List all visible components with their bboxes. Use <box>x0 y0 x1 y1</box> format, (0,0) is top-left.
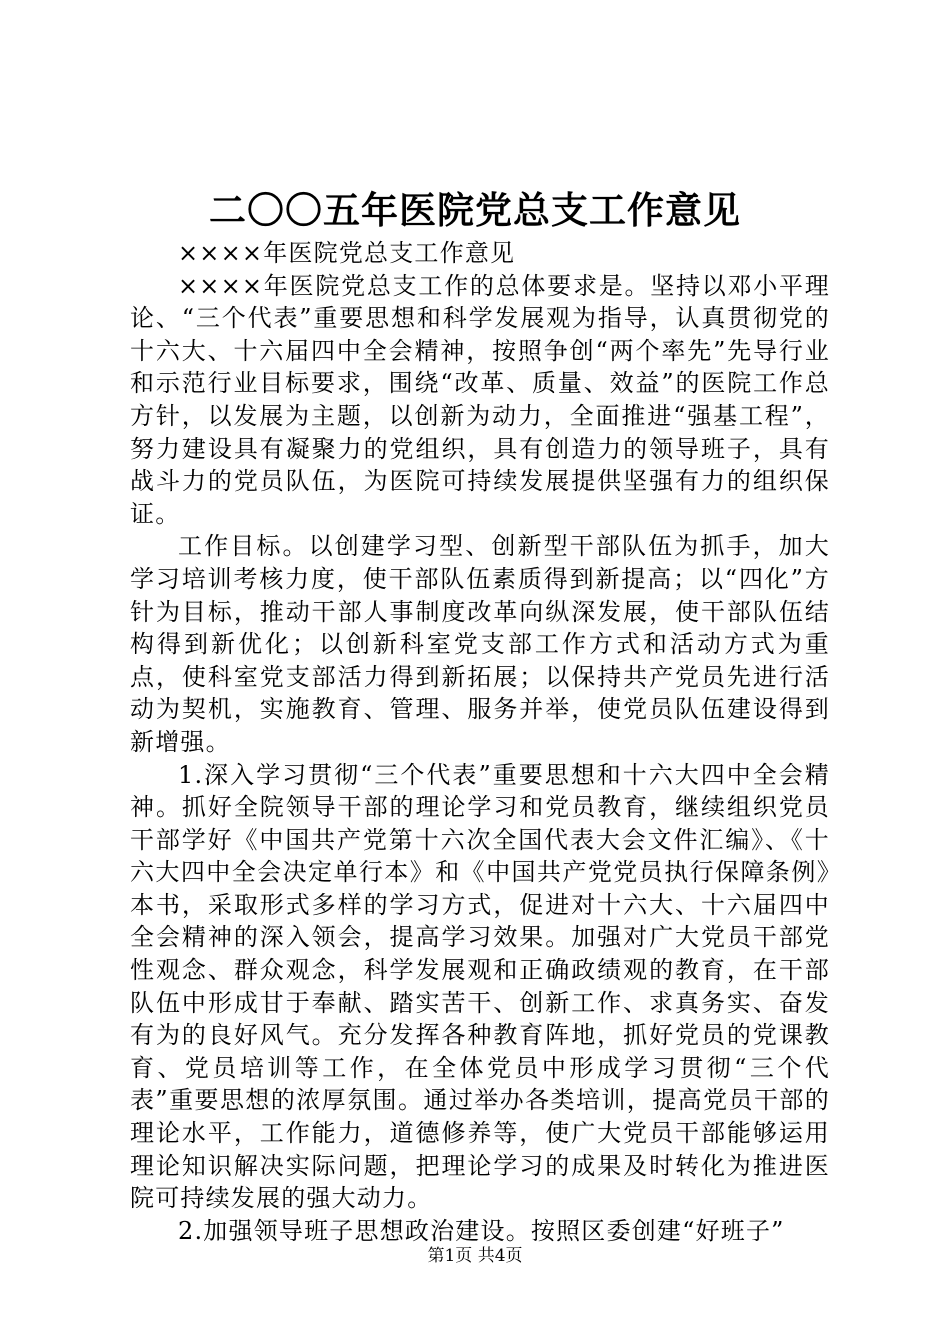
paragraph-subtitle: ××××年医院党总支工作意见 <box>178 239 516 267</box>
document-body <box>130 237 830 1247</box>
paragraph-work-goals: 工作目标。以创建学习型、创新型干部队伍为抓手，加大学习培训考核力度，使干部队伍素质得到新提高；以“四化”方针为目标，推动干部人事制度改革向纵深发展，使干部队伍结构得到新优化；以创新科室党支部工作方式和活动方式为重点，使科室党支部活力得到新拓展；以保持共产党员先进行活动为契机，实施教育、管理、服务并举，使党员队伍建设得到新增强。 <box>130 532 830 756</box>
paragraph-item-1: 1.深入学习贯彻“三个代表”重要思想和十六大四中全会精神。抓好全院领导干部的理论学习和党员教育，继续组织党员干部学好《中国共产党第十六次全国代表大会文件汇编》、《十六大四中全会决定单行本》和《中国共产党党员执行保障条例》本书，采取形式多样的学习方式，促进对十六大、十六届四中全会精神的深入领会，提高学习效果。加强对广大党员干部党性观念、群众观念，科学发展观和正确政绩观的教育，在干部队伍中形成甘于奉献、踏实苦干、创新工作、求真务实、奋发有为的良好风气。充分发挥各种教育阵地，抓好党员的党课教育、党员培训等工作，在全体党员中形成学习贯彻“三个代表”重要思想的浓厚氛围。通过举办各类培训，提高党员干部的理论水平，工作能力，道德修养等，使广大党员干部能够运用理论知识解决实际问题，把理论学习的成果及时转化为推进医院可持续发展的强大动力。 <box>130 760 830 1213</box>
paragraph-overall-requirements: ××××年医院党总支工作的总体要求是。坚持以邓小平理论、“三个代表”重要思想和科学发展观为指导，认真贯彻党的十六大、十六届四中全会精神，按照争创“两个率先”先导行业和示范行业目标要求，围绕“改革、质量、效益”的医院工作总方针，以发展为主题，以创新为动力，全面推进“强基工程”，努力建设具有凝聚力的党组织，具有创造力的领导班子，具有战斗力的党员队伍，为医院可持续发展提供坚强有力的组织保证。 <box>130 271 830 528</box>
page-indicator: 第1页 共4页 <box>427 1246 523 1266</box>
document-title: 二〇〇五年医院党总支工作意见 <box>209 188 741 232</box>
paragraph-item-2: 2.加强领导班子思想政治建设。按照区委创建“好班子” <box>178 1216 785 1245</box>
